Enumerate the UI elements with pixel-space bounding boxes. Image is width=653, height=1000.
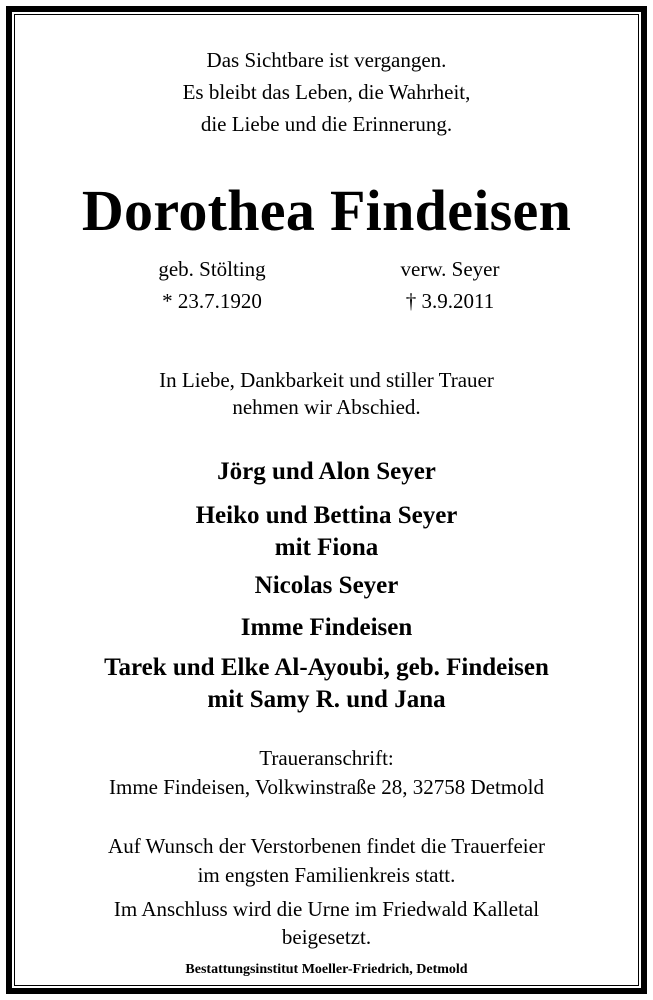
family-line: mit Fiona	[274, 534, 379, 561]
verse-line: Es bleibt das Leben, die Wahrheit,	[182, 80, 471, 104]
notice-line: Auf Wunsch der Verstorbenen findet die Trauerfeier	[108, 834, 545, 858]
verse-line: Das Sichtbare ist vergangen.	[206, 48, 447, 72]
address-line: Imme Findeisen, Volkwinstraße 28, 32758 Detmold	[109, 775, 544, 799]
birth-date: * 23.7.1920	[162, 289, 262, 313]
family-line: Nicolas Seyer	[254, 572, 399, 599]
funeral-home: Bestattungsinstitut Moeller-Friedrich, Detmold	[185, 962, 468, 977]
birth-name: geb. Stölting	[158, 257, 266, 281]
family-line: Tarek und Elke Al-Ayoubi, geb. Findeisen	[104, 654, 549, 681]
family-line: Heiko und Bettina Seyer	[195, 502, 458, 529]
address-label: Traueranschrift:	[259, 746, 394, 770]
family-line: Jörg und Alon Seyer	[217, 458, 436, 485]
deceased-name: Dorothea Findeisen	[81, 178, 572, 243]
notice-line: beigesetzt.	[281, 925, 372, 949]
farewell-line: In Liebe, Dankbarkeit und stiller Trauer	[159, 368, 494, 392]
death-date: † 3.9.2011	[405, 289, 495, 313]
farewell-line: nehmen wir Abschied.	[232, 395, 421, 419]
notice-line: im engsten Familienkreis statt.	[197, 863, 456, 887]
family-line: Imme Findeisen	[240, 614, 413, 641]
family-line: mit Samy R. und Jana	[207, 686, 446, 713]
verse-line: die Liebe und die Erinnerung.	[200, 112, 453, 136]
widowed-name: verw. Seyer	[400, 257, 500, 281]
notice-line: Im Anschluss wird die Urne im Friedwald Kalletal	[113, 897, 540, 921]
